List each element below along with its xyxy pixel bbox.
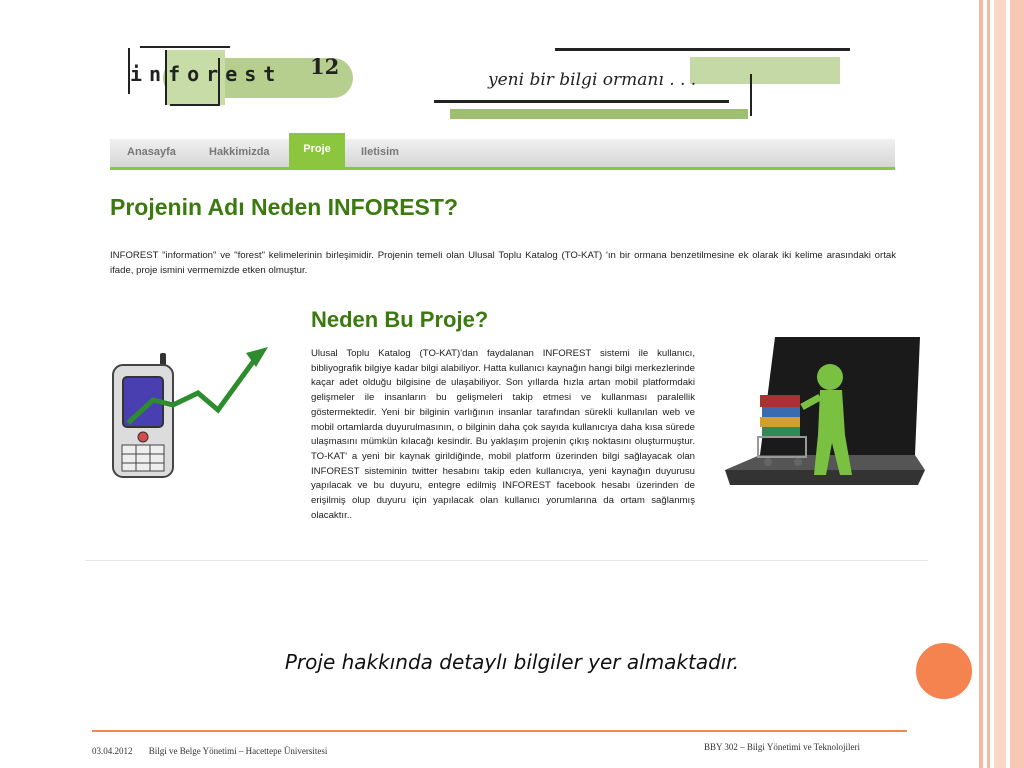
tagline-vline [750, 74, 752, 116]
book-stack [760, 395, 800, 407]
logo-text: inforest [130, 62, 283, 86]
tagline-box [690, 57, 840, 84]
phone-button [138, 432, 148, 442]
logo-line [170, 104, 220, 106]
nav-item-proje[interactable]: Proje [289, 133, 345, 170]
footer-course: BBY 302 – Bilgi Yönetimi ve Teknolojileri [704, 742, 861, 752]
site-nav [110, 139, 895, 170]
tagline-bar [450, 109, 748, 119]
footer-rule [92, 730, 907, 732]
website-bottom-border [85, 560, 928, 561]
section-body: Ulusal Toplu Katalog (TO-KAT)'dan faydalanan INFOREST sistemi ile kullanıcı, bibliyografik bilgiye kadar bilgi alabiliyor. Hatta kullanıcı kaynağın hangi bilgi merkezlerinde kaçar adet olduğu bilgisine de ulaşabiliyor. Son yıllarda hızla artan mobil platformdaki gelişmeler ile insanların bu gelişmeleri takip etmesi ve kullanması paralellik göstermektedir. Yeni bir bilginin varlığının insanlar tarafından sürekli kullanılan web ve mobil ortamlarda duyurulmasının, o bilginin daha çok sayıda kullanıcıya daha kısa sürede ulaşmasını mümkün kılacağı kesindir. Bu yaklaşım projenin çıkış noktasını oluşturmuştur. TO-KAT' a yeni bir kaynak girildiğinde, mobil platform üzerinden bilgi sağlayacak olan INFOREST sisteminin twitter hesabını takip eden kullanıcıya, yeni kaynağın duyurusu yapılacak ve bu duyuru, entegre edilmiş INFOREST facebook hesabı üzerinden de erişilmiş olup duyuru için yapılacak olan kullanıcı yorumlarına da ortam sağlanmış olacaktır.. [311, 348, 695, 521]
phone-keypad [122, 445, 164, 471]
tagline-line [434, 100, 729, 103]
nav-item-iletisim[interactable]: Iletisim [361, 146, 399, 158]
laptop-cart-illustration [720, 335, 925, 505]
figure-head [817, 364, 843, 390]
logo-superscript: 12 [310, 54, 340, 79]
tagline: yeni bir bilgi ormanı . . . [488, 70, 697, 90]
nav-item-hakkimizda[interactable]: Hakkimizda [209, 146, 270, 158]
nav-item-anasayfa[interactable]: Anasayfa [127, 146, 176, 158]
page-title: Projenin Adı Neden INFOREST? [110, 194, 458, 220]
footer-left [92, 746, 341, 756]
slide-caption: Proje hakkında detaylı bilgiler yer almaktadır. [284, 650, 740, 674]
footer-date: 03.04.2012 [92, 746, 133, 756]
mobile-growth-illustration [108, 345, 273, 480]
tagline-line [555, 48, 850, 51]
footer-org: Bilgi ve Belge Yönetimi – Hacettepe Üniversitesi [148, 746, 328, 756]
intro-text: INFOREST "information" ve "forest" kelimelerinin birleşimidir. Projenin temeli olan Ulusal Toplu Katalog (TO-KAT) 'ın bir ormana benzetilmesine ek olarak iki kelime arasındaki ortak ifade, proje ismini vermemizde etken olmuştur. [110, 250, 896, 276]
logo-line [140, 46, 230, 48]
section-title: Neden Bu Proje? [311, 307, 489, 332]
